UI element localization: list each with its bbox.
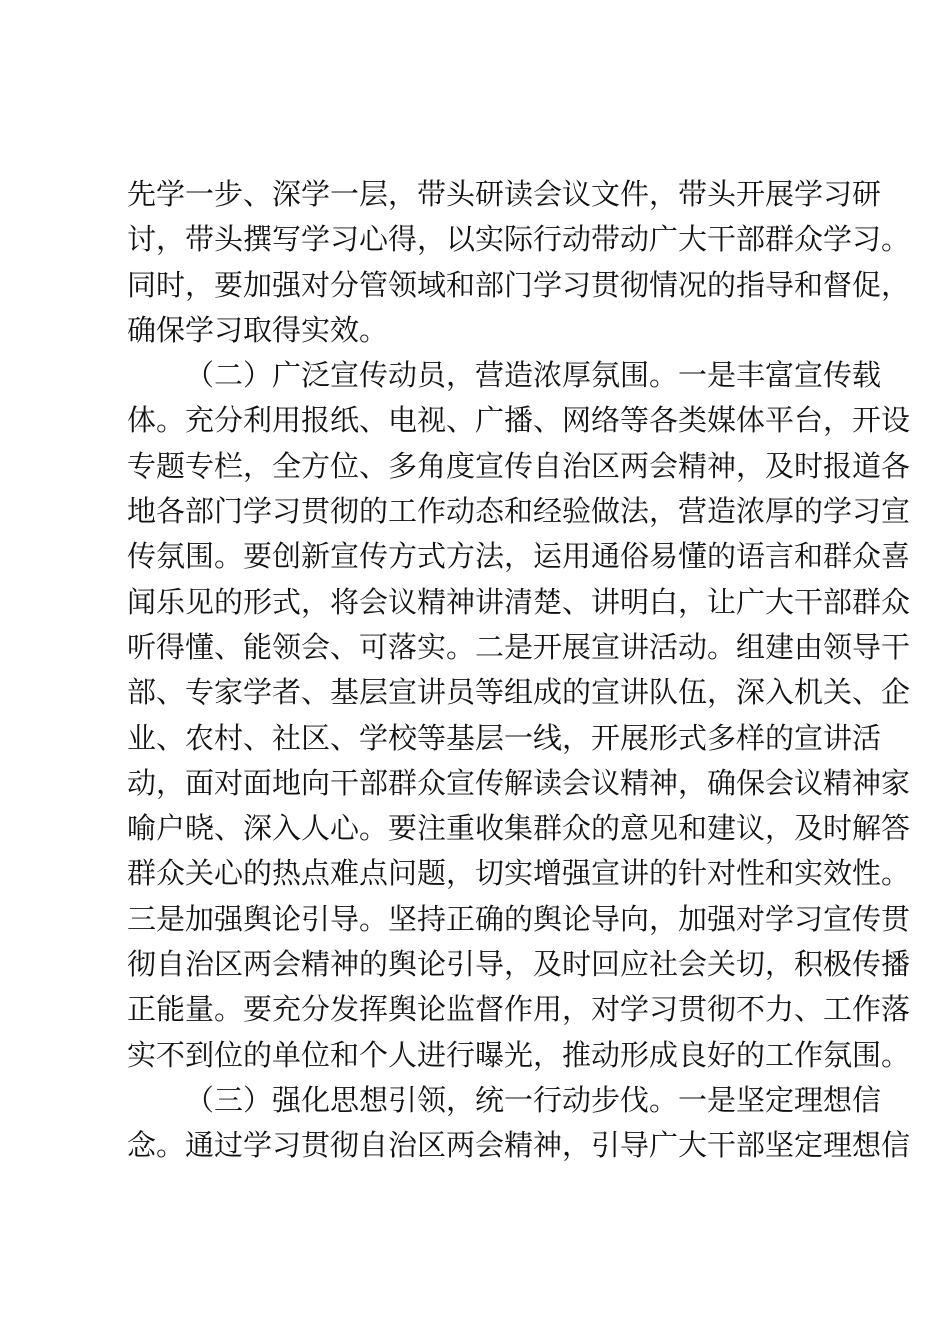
text-line: 正能量。要充分发挥舆论监督作用，对学习贯彻不力、工作落 [127, 992, 911, 1027]
text-line: 地各部门学习贯彻的工作动态和经验做法，营造浓厚的学习宣 [127, 494, 911, 529]
text-line: 动，面对面地向干部群众宣传解读会议精神，确保会议精神家 [127, 765, 911, 800]
text-line: 确保学习取得实效。 [127, 312, 389, 347]
text-line: 专题专栏，全方位、多角度宣传自治区两会精神，及时报道各 [127, 448, 911, 483]
text-line: 业、农村、社区、学校等基层一线，开展形式多样的宣讲活 [127, 720, 882, 755]
text-line: 先学一步、深学一层，带头研读会议文件，带头开展学习研 [127, 177, 882, 211]
text-line: （二）广泛宣传动员，营造浓厚氛围。一是丰富宣传载 [185, 358, 882, 393]
text-line: 闻乐见的形式，将会议精神讲清楚、讲明白，让广大干部群众 [127, 584, 911, 619]
text-line: 喻户晓、深入人心。要注重收集群众的意见和建议，及时解答 [127, 811, 911, 846]
text-line: 彻自治区两会精神的舆论引导，及时回应社会关切，积极传播 [127, 947, 911, 982]
text-line: 听得懂、能领会、可落实。二是开展宣讲活动。组建由领导干 [127, 629, 911, 664]
text-line: 讨，带头撰写学习心得，以实际行动带动广大干部群众学习。 [127, 222, 911, 257]
text-line: 三是加强舆论引导。坚持正确的舆论导向，加强对学习宣传贯 [127, 901, 911, 936]
text-line: 部、专家学者、基层宣讲员等组成的宣讲队伍，深入机关、企 [127, 675, 911, 710]
text-line: （三）强化思想引领，统一行动步伐。一是坚定理想信 [185, 1082, 882, 1117]
text-line: 念。通过学习贯彻自治区两会精神，引导广大干部坚定理想信 [127, 1128, 911, 1163]
text-line: 传氛围。要创新宣传方式方法，运用通俗易懂的语言和群众喜 [127, 539, 911, 574]
body-text [127, 172, 911, 1169]
text-line: 同时，要加强对分管领域和部门学习贯彻情况的指导和督促， [127, 267, 911, 302]
text-line: 群众关心的热点难点问题，切实增强宣讲的针对性和实效性。 [127, 856, 911, 891]
text-line: 体。充分利用报纸、电视、广播、网络等各类媒体平台，开设 [127, 403, 911, 438]
text-line: 实不到位的单位和个人进行曝光，推动形成良好的工作氛围。 [127, 1037, 911, 1072]
